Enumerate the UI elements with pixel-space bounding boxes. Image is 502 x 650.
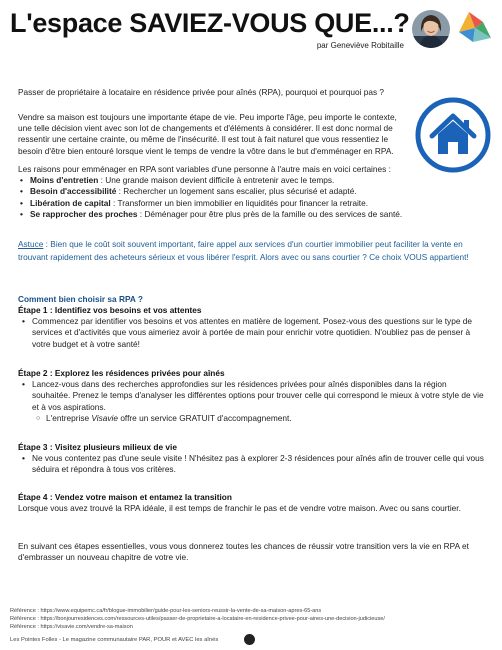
step-title: Étape 1 : Identifiez vos besoins et vos attentes — [18, 305, 202, 315]
reason-text: : Transformer un bien immobilier en liquidités pour financer la retraite. — [110, 197, 369, 208]
intro-paragraph: Vendre sa maison est toujours une importante étape de vie. Peu importe l'âge, peu importe le contexte, une telle décision vient avec son lot de changements et d'éléments à considérer. Il est donc normal de ressentir une certaine crainte, ou même de l'insécurité. Il est tout à fait naturel que vous ressentiez le besoin d'être bien entouré lorsque vient le temps de vendre la vôtre dans le but d'emménager en RPA. — [18, 112, 397, 156]
step-title: Étape 4 : Vendez votre maison et entamez la transition — [18, 492, 232, 502]
step-subbullet — [18, 413, 484, 424]
step-text: Lorsque vous avez trouvé la RPA idéale, il est temps de franchir le pas et de vendre votre maison. Avec ou sans courtier. — [18, 503, 461, 514]
conclusion-paragraph: En suivant ces étapes essentielles, vous vous donnerez toutes les chances de réussir votre transition vers la vie en RPA et d'embrasser un nouveau chapitre de votre vie. — [18, 541, 469, 563]
magazine-logo — [453, 8, 499, 46]
subbullet-text: L'entreprise — [46, 412, 92, 423]
step-bullet: • Lancez-vous dans des recherches approfondies sur les résidences privées pour aînés disponibles dans la région souhaitée. Prenez le temps d'analyser les différentes options pour trouver celle qui correspond le mieux à votre style de vie et à vos aspirations. — [18, 379, 484, 413]
step-3 — [18, 442, 484, 476]
reasons-section — [18, 164, 488, 220]
reason-text: : Une grande maison devient difficile à entretenir avec le temps. — [98, 175, 335, 186]
subbullet-text: offre un service GRATUIT d'accompagnement. — [118, 412, 292, 423]
page-title: L'espace SAVIEZ-VOUS QUE...? — [10, 8, 410, 38]
step-2 — [18, 368, 484, 424]
tip-label: Astuce — [18, 239, 44, 249]
step-title: Étape 3 : Visitez plusieurs milieux de vie — [18, 442, 177, 452]
reason-term: Libération de capital — [30, 197, 111, 208]
footer-logo-icon — [244, 634, 255, 645]
references — [10, 607, 385, 631]
visavie-name: Visavie — [91, 412, 119, 423]
reason-term: Se rapprocher des proches — [30, 208, 138, 219]
author-photo — [412, 10, 450, 48]
reason-item — [18, 186, 488, 197]
reference-line: Référence : https://www.equipemc.ca/fr/blogue-immobilier/guide-pour-les-seniors-reussir-la-vente-de-sa-maison-apres-65-ans — [10, 608, 322, 614]
reason-item — [18, 175, 488, 186]
reasons-intro: Les raisons pour emménager en RPA sont variables d'une personne à l'autre mais en voici certaines : — [18, 164, 391, 174]
reason-term: Moins d'entretien — [30, 175, 99, 186]
reasons-list — [18, 175, 488, 220]
intro-question: Passer de propriétaire à locataire en résidence privée pour aînés (RPA), pourquoi et pourquoi pas ? — [18, 87, 385, 97]
step-4 — [18, 492, 484, 514]
reason-text: : Rechercher un logement sans escalier, plus sécurisé et adapté. — [116, 186, 357, 197]
reason-item — [18, 198, 488, 209]
reference-line: Référence : https://visavie.com/vendre-sa-maison — [10, 624, 133, 630]
author-byline: par Geneviève Robitaille — [316, 41, 404, 50]
section-heading: Comment bien choisir sa RPA ? — [18, 294, 143, 304]
footer-text: Les Pointes Folles - Le magazine communautaire PAR, POUR et AVEC les aînés — [10, 637, 219, 643]
step-1 — [18, 305, 484, 350]
step-bullet: • Ne vous contentez pas d'une seule visite ! N'hésitez pas à explorer 2-3 résidences pour aînés afin de trouver celle qui vous séduira et répondra à tous vos critères. — [18, 453, 484, 475]
reference-line: Référence : https://bonjourresidences.com/ressources-utiles/passer-de-proprietaire-a-locataire-en-residence-privee-pour-aines-une-decision-judicieuse/ — [10, 616, 385, 622]
tip-paragraph — [18, 238, 488, 264]
tip-text: : Bien que le coût soit souvent important, faire appel aux services d'un courtier immobilier peut faciliter la vente en trouvant rapidement des acheteurs sérieux et vous libérer l'esprit. Alors avec ou sans courtier ? Ce choix VOUS appartient! — [18, 239, 469, 262]
step-bullet: • Commencez par identifier vos besoins et vos attentes en matière de logement. Posez-vous des questions sur le type de services et d'activités que vous aimeriez avoir à portée de main pour enrichir votre quotidien. N'oubliez pas de penser à votre budget et à votre santé! — [18, 316, 484, 350]
reason-term: Besoin d'accessibilité — [30, 186, 117, 197]
reason-text: : Déménager pour être plus près de la famille ou des services de santé. — [137, 208, 403, 219]
house-icon — [414, 96, 492, 174]
reason-item — [18, 209, 488, 220]
step-title: Étape 2 : Explorez les résidences privées pour aînés — [18, 368, 225, 378]
